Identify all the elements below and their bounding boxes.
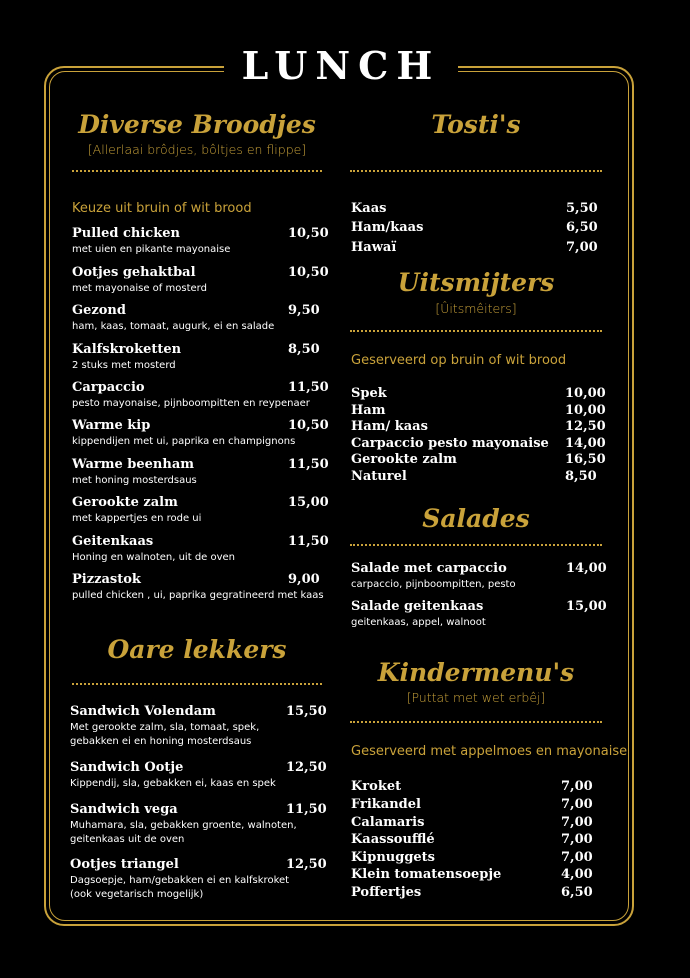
item-price: 7,00	[561, 779, 593, 794]
item-name: Carpaccio pesto mayonaise	[351, 436, 549, 451]
item-price: 10,00	[565, 403, 606, 418]
heading-salades: Salades	[422, 504, 530, 533]
item-price: 11,50	[288, 380, 329, 395]
item-price: 10,00	[565, 386, 606, 401]
item-price: 7,00	[561, 850, 593, 865]
item-desc: Honing en walnoten, uit de oven	[72, 552, 236, 563]
item-desc: met uien en pikante mayonaise	[72, 244, 231, 255]
item-desc-line: Met gerookte zalm, sla, tomaat, spek,	[70, 722, 260, 733]
item-name: Kipnuggets	[351, 850, 436, 865]
note-broodjes: Keuze uit bruin of wit brood	[72, 201, 252, 216]
item-name: Calamaris	[351, 815, 425, 830]
item-desc-line: gebakken ei en honing mosterdsaus	[70, 736, 252, 747]
item-price: 8,50	[288, 342, 320, 357]
item-price: 7,00	[561, 797, 593, 812]
item-price: 7,00	[561, 815, 593, 830]
note-uitsmijters: Geserveerd op bruin of wit brood	[351, 353, 567, 368]
item-name: Gerookte zalm	[351, 452, 457, 467]
item-price: 5,50	[566, 201, 598, 216]
item-price: 7,00	[566, 240, 598, 255]
item-name: Gezond	[72, 303, 126, 318]
item-name: Geitenkaas	[72, 534, 154, 549]
item-desc-line: geitenkaas uit de oven	[70, 834, 185, 845]
item-desc-line: (ook vegetarisch mogelijk)	[70, 889, 204, 900]
item-name: Pizzastok	[72, 572, 141, 587]
divider	[350, 544, 602, 546]
item-price: 10,50	[288, 226, 329, 241]
sub-uitsmijters: [Ûitsmêiters]	[435, 301, 517, 316]
item-name: Pulled chicken	[72, 226, 180, 241]
item-name: Sandwich Volendam	[70, 704, 216, 719]
item-name: Frikandel	[351, 797, 421, 812]
item-name: Salade geitenkaas	[351, 599, 484, 614]
item-name: Spek	[351, 386, 387, 401]
item-price: 9,00	[288, 572, 320, 587]
item-price: 12,50	[286, 857, 327, 872]
item-price: 12,50	[565, 419, 606, 434]
item-desc: carpaccio, pijnboompitten, pesto	[351, 579, 516, 590]
item-name: Sandwich Ootje	[70, 760, 184, 775]
item-price: 11,50	[288, 534, 329, 549]
item-desc: met honing mosterdsaus	[72, 475, 197, 486]
item-name: Ham/kaas	[351, 220, 424, 235]
item-name: Hawaï	[351, 240, 397, 255]
item-price: 15,00	[288, 495, 329, 510]
item-name: Warme kip	[72, 418, 151, 433]
sub-diverse-broodjes: [Allerlaai brôdjes, bôltjes en flippe]	[87, 142, 307, 157]
item-name: Naturel	[351, 469, 407, 484]
divider	[350, 721, 602, 723]
item-price: 10,50	[288, 418, 329, 433]
item-price: 6,50	[566, 220, 598, 235]
item-price: 15,50	[286, 704, 327, 719]
heading-uitsmijters: Uitsmijters	[397, 268, 555, 297]
item-name: Poffertjes	[351, 885, 422, 900]
item-name: Gerookte zalm	[72, 495, 178, 510]
item-name: Ham	[351, 403, 386, 418]
item-price: 14,00	[565, 436, 606, 451]
item-name: Kaassoufflé	[351, 832, 435, 847]
heading-oare-lekkers: Oare lekkers	[107, 635, 287, 664]
item-price: 9,50	[288, 303, 320, 318]
item-desc	[70, 819, 297, 847]
item-name: Kroket	[351, 779, 402, 794]
item-price: 11,50	[288, 457, 329, 472]
item-price: 12,50	[286, 760, 327, 775]
item-desc: met kappertjes en rode ui	[72, 513, 202, 524]
item-desc-line: Kippendij, sla, gebakken ei, kaas en spek	[70, 778, 276, 789]
item-name: Kaas	[351, 201, 387, 216]
item-price: 4,00	[561, 867, 593, 882]
item-price: 10,50	[288, 265, 329, 280]
item-desc: pulled chicken , ui, paprika gegratineerd met kaas	[72, 590, 324, 601]
item-price: 14,00	[566, 561, 607, 576]
item-price: 7,00	[561, 832, 593, 847]
item-desc: geitenkaas, appel, walnoot	[351, 617, 486, 628]
item-price: 15,00	[566, 599, 607, 614]
item-name: Salade met carpaccio	[351, 561, 507, 576]
page-title: LUNCH	[224, 40, 458, 90]
divider	[72, 683, 322, 685]
heading-kindermenus: Kindermenu's	[377, 658, 575, 687]
item-desc-line: Muhamara, sla, gebakken groente, walnoten,	[70, 820, 297, 831]
item-desc: ham, kaas, tomaat, augurk, ei en salade	[72, 321, 275, 332]
item-price: 11,50	[286, 802, 327, 817]
item-desc: 2 stuks met mosterd	[72, 360, 176, 371]
divider	[72, 170, 322, 172]
item-price: 16,50	[565, 452, 606, 467]
item-desc: met mayonaise of mosterd	[72, 283, 207, 294]
item-name: Warme beenham	[72, 457, 195, 472]
item-name: Klein tomatensoepje	[351, 867, 502, 882]
heading-tostis: Tosti's	[431, 110, 521, 139]
heading-diverse-broodjes: Diverse Broodjes	[78, 110, 316, 139]
sub-kindermenus: [Puttat met wet erbêj]	[406, 690, 546, 705]
item-desc	[70, 721, 259, 749]
item-desc: pesto mayonaise, pijnboompitten en reypenaer	[72, 398, 310, 409]
item-desc-line: Dagsoepje, ham/gebakken ei en kalfskroket	[70, 875, 290, 886]
item-name: Kalfskroketten	[72, 342, 182, 357]
item-name: Ootjes triangel	[70, 857, 179, 872]
item-name: Sandwich vega	[70, 802, 178, 817]
divider	[350, 330, 602, 332]
item-name: Ootjes gehaktbal	[72, 265, 196, 280]
item-desc	[70, 874, 289, 902]
note-kindermenus: Geserveerd met appelmoes en mayonaise	[351, 744, 628, 759]
item-desc	[70, 777, 276, 791]
divider	[350, 170, 602, 172]
item-name: Ham/ kaas	[351, 419, 428, 434]
item-price: 6,50	[561, 885, 593, 900]
item-desc: kippendijen met ui, paprika en champignons	[72, 436, 296, 447]
item-price: 8,50	[565, 469, 597, 484]
item-name: Carpaccio	[72, 380, 145, 395]
